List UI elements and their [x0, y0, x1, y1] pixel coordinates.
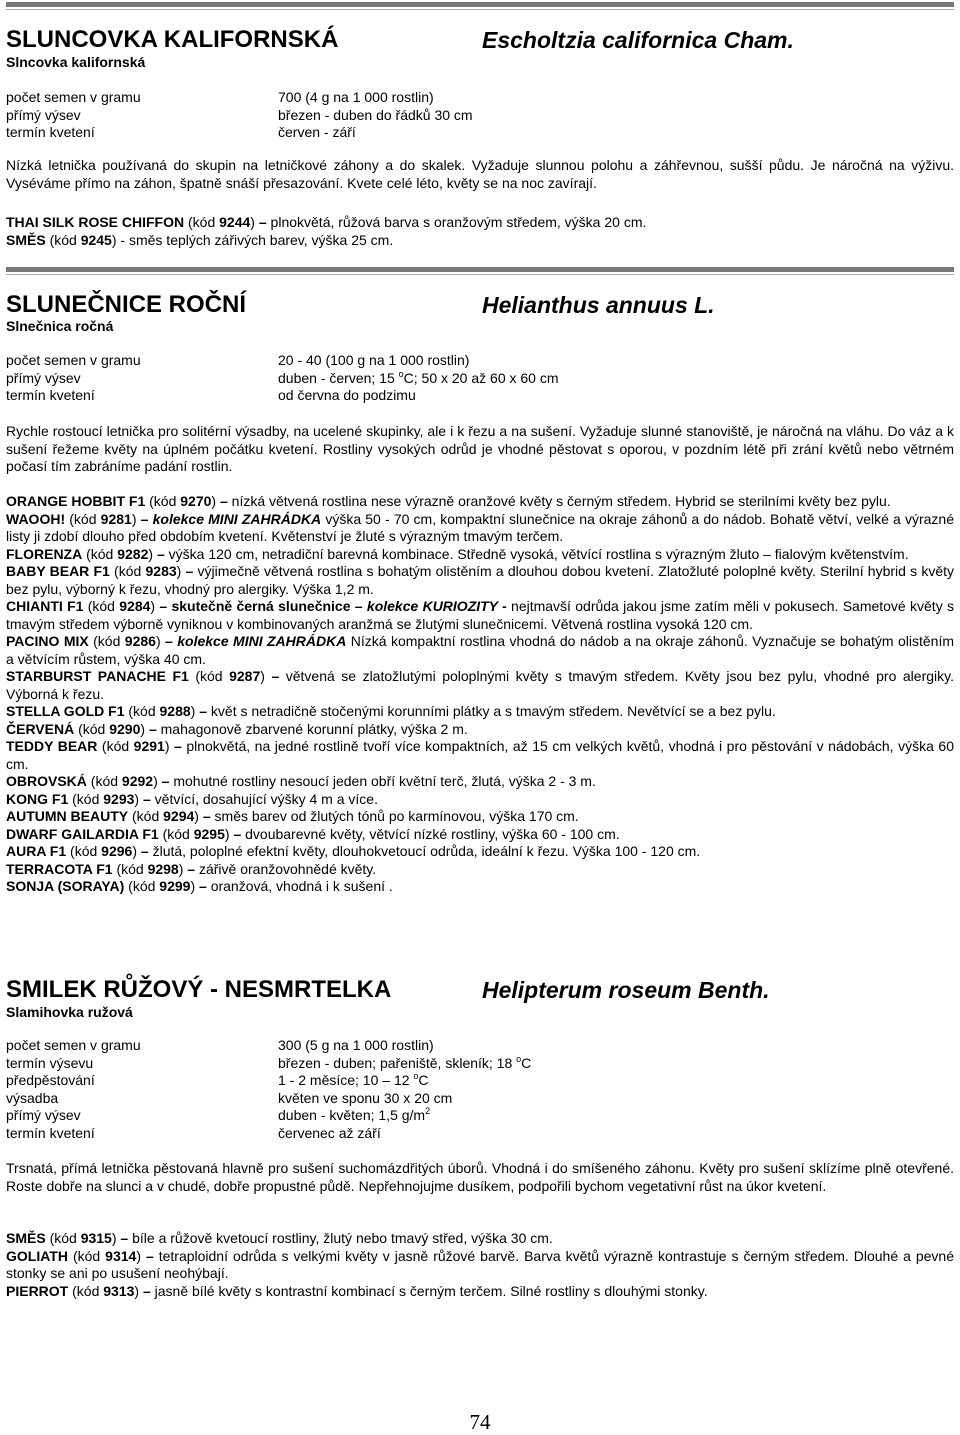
property-value: 20 - 40 (100 g na 1 000 rostlin)	[278, 352, 470, 368]
property-value: od června do podzimu	[278, 387, 416, 403]
variety-name: AURA F1	[6, 843, 67, 859]
property-key: přímý výsev	[6, 1107, 81, 1123]
variety-item: PACINO MIX (kód 9286) – kolekce MINI ZAHRÁDKA Nízká kompaktní rostlina vhodná do nádob a na okraje záhonů. Vyznačuje se bohatým olistěním a větvícím růstem, výška 40 cm.	[6, 633, 954, 667]
variety-name: TERRACOTA F1	[6, 860, 113, 877]
variety-text: mahagonově zbarvené korunní plátky, výška 2 m.	[160, 720, 468, 737]
variety-code: 9294	[163, 808, 195, 824]
variety-item: SMĚS (kód 9245) - směs teplých zářivých barev, výška 25 cm.	[6, 231, 394, 248]
variety-code: 9288	[159, 703, 191, 719]
property-value: 700 (4 g na 1 000 rostlin)	[278, 89, 434, 105]
property-key: termín kvetení	[6, 387, 95, 403]
variety-item: STARBURST PANACHE F1 (kód 9287) – větvená se zlatožlutými poloplnými květy s tmavým středem. Květy jsou bez pylu, vhodné pro alergiky. Výborná k řezu.	[6, 668, 954, 702]
variety-name: THAI SILK ROSE CHIFFON	[6, 214, 185, 230]
variety-item: AUTUMN BEAUTY (kód 9294) – směs barev od žlutých tónů po karmínovou, výška 170 cm.	[6, 808, 579, 824]
section-divider	[6, 2, 954, 7]
variety-name: PIERROT	[6, 1282, 69, 1299]
variety-code: 9290	[109, 720, 141, 737]
variety-text: směs barev od žlutých tónů po karmínovou, výška 170 cm.	[214, 808, 579, 824]
variety-code: 9315	[80, 1230, 112, 1246]
variety-code: 9296	[101, 843, 133, 859]
variety-item: DWARF GAILARDIA F1 (kód 9295) – dvoubarevné květy, větvící nízké rostliny, výška 60 - 100 cm.	[6, 825, 620, 842]
property-value: červenec až září	[278, 1124, 381, 1141]
variety-text: výška 120 cm, netradiční barevná kombinace. Středně vysoká, větvící rostlina s výrazným žluto – fialovým květenstvím.	[168, 545, 909, 562]
property-key: počet semen v gramu	[6, 352, 141, 368]
variety-text: plnokvětá, na jedné rostlině tvoří více kompaktních, až 15 cm velkých květů, vhodná i pro pěstování v nádobách, výška 60 cm.	[6, 738, 954, 772]
property-value: květen ve sponu 30 x 20 cm	[278, 1089, 453, 1106]
latin-name: Helianthus annuus L.	[482, 292, 715, 318]
latin-name: Helipterum roseum Benth.	[482, 977, 770, 1003]
variety-code: 9295	[193, 825, 225, 842]
property-value: červen - září	[278, 124, 356, 140]
variety-text: výška 50 - 70 cm, kompaktní slunečnice na okraje záhonů a do nádob. Bohatě větví, velké a výrazné listy ji zdobí dlouho před obdobím kvetení. Květenství je žluté s výrazným tmavým terčem.	[6, 510, 955, 544]
slovak-name: Slnečnica ročná	[6, 318, 114, 334]
property-key: termín výsevu	[6, 1054, 94, 1071]
variety-name: BABY BEAR F1	[6, 563, 110, 579]
variety-code: 9270	[180, 493, 212, 509]
property-key: přímý výsev	[6, 106, 81, 123]
variety-text: oranžová, vhodná i k sušení .	[210, 878, 393, 894]
property-value: 300 (5 g na 1 000 rostlin)	[278, 1037, 434, 1053]
variety-name: SONJA (SORAYA)	[6, 878, 125, 894]
variety-code: 9313	[103, 1282, 135, 1299]
variety-name: WAOOH!	[6, 510, 66, 527]
variety-text: nízká větvená rostlina nese výrazně oranžové květy s černým středem. Hybrid se sterilními květy bez pylu.	[231, 493, 891, 509]
collection-label: kolekce MINI ZAHRÁDKA	[177, 633, 347, 649]
property-value: duben - červen; 15 $^o$C; 50 x 20 až 60 x 60 cm	[278, 368, 559, 386]
section-divider	[6, 267, 954, 272]
property-key: počet semen v gramu	[6, 1037, 141, 1053]
variety-item: THAI SILK ROSE CHIFFON (kód 9244) – plnokvětá, růžová barva s oranžovým středem, výška 20 cm.	[6, 214, 647, 230]
variety-name: ČERVENÁ	[6, 720, 75, 737]
variety-code: 9282	[117, 545, 149, 562]
variety-list	[6, 493, 954, 896]
variety-name: SMĚS	[6, 1230, 46, 1246]
variety-item: TERRACOTA F1 (kód 9298) – zářivě oranžovohnědé květy.	[6, 860, 377, 877]
slovak-name: Slamihovka ružová	[6, 1004, 133, 1020]
variety-text: nejtmavší odrůda jakou jsme zatím měli v pokusech. Sametové květy s tmavým středem výborně vyniknou v kombinovaných aranžmá se žlutými slunečnicemi. Větvená rostlina vysoká 120 cm.	[6, 598, 955, 632]
description-text: Nízká letnička používaná do skupin na letničkové záhony a do skalek. Vyžaduje slunnou polohu a záhřevnou, sušší půdu. Je náročná na výživu. Vyséváme přímo na záhon, špatně snáší přesazování. Kvete celé léto, květy se na noc zavírají.	[6, 157, 954, 191]
variety-text: mohutné rostliny nesoucí jeden obří květní terč, žlutá, výška 2 - 3 m.	[173, 773, 596, 789]
czech-name: SLUNCOVKA KALIFORNSKÁ	[6, 26, 339, 53]
variety-text: větvená se zlatožlutými poloplnými květy s tmavým středem. Květy jsou bez pylu, vhodné pro alergiky. Výborná k řezu.	[6, 668, 954, 702]
variety-text: žlutá, poloplné efektní květy, dlouhokvetoucí odrůda, ideální k řezu. Výška 100 - 120 cm.	[152, 843, 701, 859]
variety-name: PACINO MIX	[6, 633, 89, 649]
variety-item: SONJA (SORAYA) (kód 9299) – oranžová, vhodná i k sušení .	[6, 878, 393, 894]
page-number: 74	[469, 1410, 491, 1434]
variety-code: 9286	[124, 633, 156, 649]
variety-name: SMĚS	[6, 231, 46, 248]
variety-item: ČERVENÁ (kód 9290) – mahagonově zbarvené korunní plátky, výška 2 m.	[6, 720, 468, 737]
variety-item: BABY BEAR F1 (kód 9283) – výjimečně větvená rostlina s bohatým olistěním a dlouhou dobou kvetení. Zlatožluté poloplné květy. Sterilní hybrid s květy bez pylu, výborný k řezu, vhodný pro alergiky. Výška 1,2 m.	[6, 563, 955, 597]
collection-label: kolekce MINI ZAHRÁDKA	[152, 510, 322, 527]
variety-item: GOLIATH (kód 9314) – tetraploidní odrůda s velkými květy v jasně růžové barvě. Barva květů výrazně kontrastuje s černým středem. Dlouhé a pevné stonky se ani po usušení neohýbají.	[6, 1247, 954, 1281]
czech-name: SLUNEČNICE ROČNÍ	[6, 291, 247, 318]
variety-name: CHIANTI F1	[6, 598, 84, 614]
variety-text: dvoubarevné květy, větvící nízké rostliny, výška 60 - 100 cm.	[245, 825, 620, 842]
property-value: 1 - 2 měsíce; 10 – 12 $^o$C	[278, 1071, 429, 1088]
variety-code: 9314	[105, 1247, 137, 1264]
variety-code: 9284	[119, 598, 151, 614]
variety-list	[6, 1230, 954, 1300]
description	[6, 423, 954, 476]
variety-code: 9283	[145, 563, 177, 579]
variety-text: tetraploidní odrůda s velkými květy v jasně růžové barvě. Barva květů výrazně kontrastuje s černým středem. Dlouhé a pevné stonky se ani po usušení neohýbají.	[6, 1247, 954, 1281]
variety-code: 9245	[80, 231, 112, 248]
variety-name: GOLIATH	[6, 1247, 68, 1264]
variety-name: FLORENZA	[6, 545, 83, 562]
variety-text: květ s netradičně stočenými korunními plátky a s tmavým středem. Nevětvící se a bez pylu.	[210, 703, 776, 719]
variety-name: AUTUMN BEAUTY	[6, 808, 129, 824]
property-key: výsadba	[6, 1089, 59, 1106]
variety-name: STELLA GOLD F1	[6, 703, 125, 719]
variety-item: TEDDY BEAR (kód 9291) – plnokvětá, na jedné rostlině tvoří více kompaktních, až 15 cm velkých květů, vhodná i pro pěstování v nádobách, výška 60 cm.	[6, 738, 954, 772]
czech-name: SMILEK RŮŽOVÝ - NESMRTELKA	[6, 976, 392, 1003]
collection-label: kolekce KURIOZITY -	[366, 598, 507, 614]
slovak-name: Slncovka kalifornská	[6, 54, 146, 70]
description	[6, 157, 954, 192]
variety-code: 9298	[147, 860, 179, 877]
description-text: Rychle rostoucí letnička pro solitérní výsadby, na ucelené skupinky, ale i k řezu a na sušení. Vyžaduje slunné stanoviště, je náročná na vláhu. Do váz a k sušení řežeme květy na úplném počátku kvetení. Rostliny vysokých odrůd je vhodné pěstovat s oporou, v pozdním létě při zrání květů nebo větrném počasí tím zabráníme padání rostlin.	[6, 423, 954, 474]
variety-highlight: skutečně černá slunečnice –	[171, 598, 367, 614]
variety-name: KONG F1	[6, 790, 69, 807]
variety-code: 9291	[133, 738, 165, 754]
variety-name: ORANGE HOBBIT F1	[6, 493, 146, 509]
variety-text: Nízká kompaktní rostlina vhodná do nádob a na okraje záhonů. Vyznačuje se bohatým olistěním a větvícím růstem, výška 40 cm.	[6, 633, 954, 667]
variety-item: STELLA GOLD F1 (kód 9288) – květ s netradičně stočenými korunními plátky a s tmavým středem. Nevětvící se a bez pylu.	[6, 703, 776, 719]
property-value: březen - duben do řádků 30 cm	[278, 106, 473, 123]
variety-item: KONG F1 (kód 9293) – větvící, dosahující výšky 4 m a více.	[6, 790, 378, 807]
variety-text: zářivě oranžovohnědé květy.	[198, 860, 377, 877]
variety-name: STARBURST PANACHE F1	[6, 668, 189, 684]
variety-list	[6, 214, 954, 249]
variety-code: 9244	[219, 214, 251, 230]
variety-item: ORANGE HOBBIT F1 (kód 9270) – nízká větvená rostlina nese výrazně oranžové květy s černým středem. Hybrid se sterilními květy bez pylu.	[6, 493, 891, 509]
property-key: předpěstování	[6, 1072, 95, 1088]
property-value: duben - květen; 1,5 $g/m^2$	[278, 1106, 431, 1123]
variety-code: 9299	[159, 878, 191, 894]
description-text: Trsnatá, přímá letnička pěstovaná hlavně pro sušení suchomázdřitých úborů. Vhodná i do smíšeného záhonu. Květy pro sušení sklízíme plně otevřené. Roste dobře na slunci a v chudé, dobře propustné půdě. Nepřehnojujme dusíkem, podpořili bychom vegetativní růst na úkor kvetení.	[6, 1160, 954, 1194]
variety-item: OBROVSKÁ (kód 9292) – mohutné rostliny nesoucí jeden obří květní terč, žlutá, výška 2 - 3 m.	[6, 773, 596, 789]
property-key: počet semen v gramu	[6, 89, 141, 105]
variety-item: CHIANTI F1 (kód 9284) – skutečně černá slunečnice – kolekce KURIOZITY - nejtmavší odrůda jakou jsme zatím měli v pokusech. Sametové květy s tmavým středem výborně vyniknou v kombinovaných aranžmá se žlutými slunečnicemi. Větvená rostlina vysoká 120 cm.	[6, 598, 955, 632]
property-key: termín kvetení	[6, 124, 95, 140]
variety-text: jasně bílé květy s kontrastní kombinací s černým terčem. Silné rostliny s dlouhými stonky.	[154, 1282, 708, 1299]
variety-code: 9292	[121, 773, 154, 789]
variety-code: 9281	[100, 510, 132, 527]
variety-item: PIERROT (kód 9313) – jasně bílé květy s kontrastní kombinací s černým terčem. Silné rostliny s dlouhými stonky.	[6, 1282, 708, 1299]
variety-name: OBROVSKÁ	[6, 773, 87, 789]
description	[6, 1160, 954, 1195]
variety-code: 9287	[229, 668, 261, 684]
variety-item: WAOOH! (kód 9281) – kolekce MINI ZAHRÁDKA výška 50 - 70 cm, kompaktní slunečnice na okraje záhonů a do nádob. Bohatě větví, velké a výrazné listy ji zdobí dlouho před obdobím kvetení. Květenství je žluté s výrazným tmavým terčem.	[6, 510, 955, 544]
variety-text: větvící, dosahující výšky 4 m a více.	[154, 790, 378, 807]
variety-item: SMĚS (kód 9315) – bíle a růžově kvetoucí rostliny, žlutý nebo tmavý střed, výška 30 cm.	[6, 1230, 553, 1246]
property-value: březen - duben; pařeniště, skleník; 18 $^o$C	[278, 1053, 532, 1071]
variety-item: FLORENZA (kód 9282) – výška 120 cm, netradiční barevná kombinace. Středně vysoká, větvící rostlina s výrazným žluto – fialovým květenstvím.	[6, 545, 909, 562]
variety-name: TEDDY BEAR	[6, 738, 98, 754]
variety-name: DWARF GAILARDIA F1	[6, 825, 159, 842]
variety-text: bíle a růžově kvetoucí rostliny, žlutý nebo tmavý střed, výška 30 cm.	[132, 1230, 553, 1246]
variety-text: výjimečně větvená rostlina s bohatým olistěním a dlouhou dobou kvetení. Zlatožluté poloplné květy. Sterilní hybrid s květy bez pylu, výborný k řezu, vhodný pro alergiky. Výška 1,2 m.	[6, 563, 955, 597]
variety-item: AURA F1 (kód 9296) – žlutá, poloplné efektní květy, dlouhokvetoucí odrůda, ideální k řezu. Výška 100 - 120 cm.	[6, 843, 701, 859]
property-key: termín kvetení	[6, 1124, 95, 1141]
latin-name: Escholtzia californica Cham.	[482, 27, 794, 53]
property-key: přímý výsev	[6, 369, 81, 386]
variety-code: 9293	[103, 790, 135, 807]
